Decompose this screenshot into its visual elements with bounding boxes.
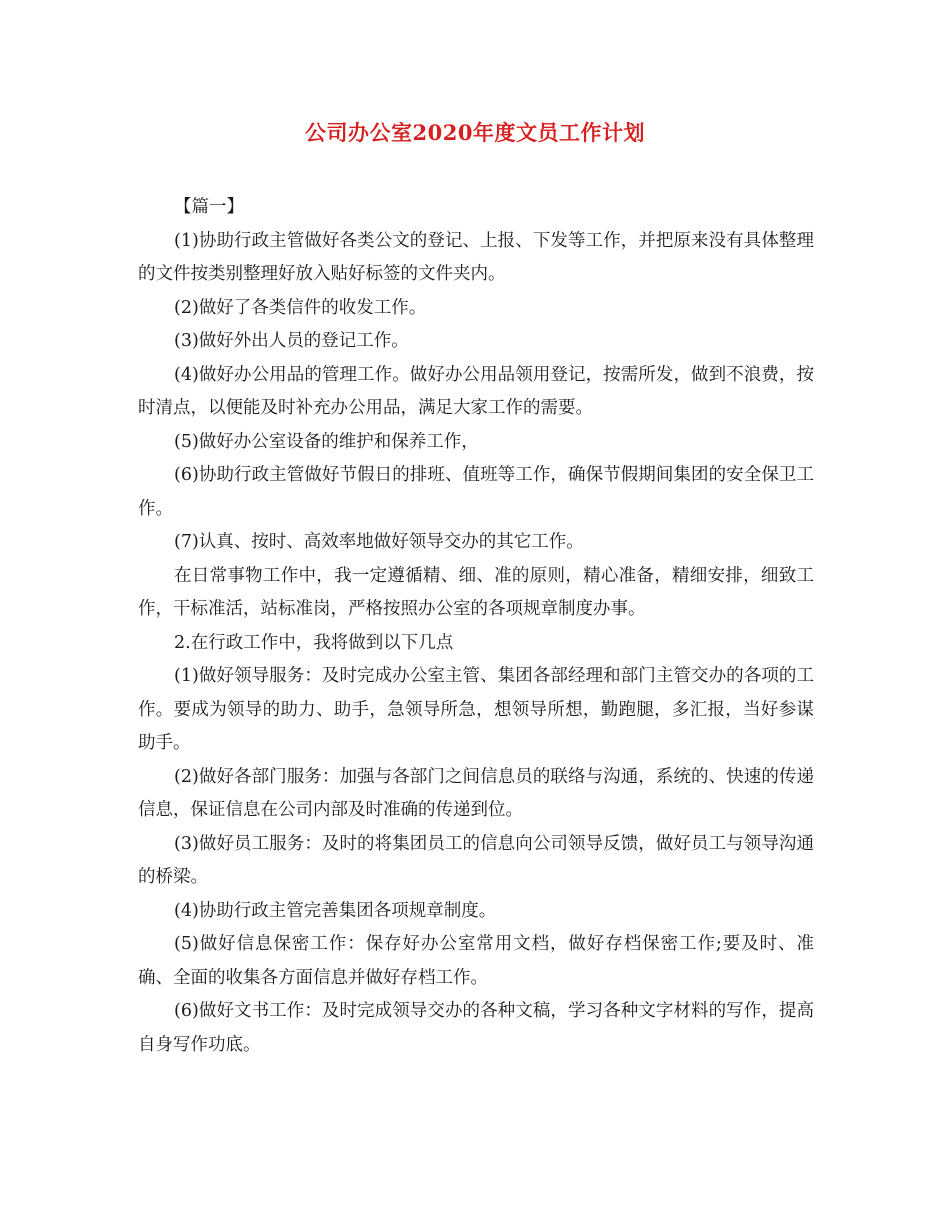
document-title: 公司办公室2020年度文员工作计划 (305, 120, 645, 145)
paragraph: (5)做好信息保密工作：保存好办公室常用文档，做好存档保密工作;要及时、准确、全面的收集各方面信息并做好存档工作。 (138, 934, 814, 988)
paragraph: (4)做好办公用品的管理工作。做好办公用品领用登记，按需所发，做到不浪费，按时清点，以便能及时补充办公用品，满足大家工作的需要。 (138, 364, 814, 418)
paragraph: 在日常事物工作中，我一定遵循精、细、准的原则，精心准备，精细安排，细致工作，干标准活，站标准岗，严格按照办公室的各项规章制度办事。 (138, 565, 814, 619)
paragraph: (6)协助行政主管做好节假日的排班、值班等工作，确保节假期间集团的安全保卫工作。 (138, 465, 814, 519)
paragraph: (1)协助行政主管做好各类公文的登记、上报、下发等工作，并把原来没有具体整理的文件按类别整理好放入贴好标签的文件夹内。 (138, 230, 814, 284)
document-body (138, 191, 814, 1062)
paragraph: (2)做好各部门服务：加强与各部门之间信息员的联络与沟通，系统的、快速的传递信息，保证信息在公司内部及时准确的传递到位。 (138, 766, 814, 820)
paragraph: (1)做好领导服务：及时完成办公室主管、集团各部经理和部门主管交办的各项的工作。要成为领导的助力、助手，急领导所急，想领导所想，勤跑腿，多汇报，当好参谋助手。 (138, 666, 814, 753)
paragraph: (4)协助行政主管完善集团各项规章制度。 (174, 900, 497, 921)
paragraph: (2)做好了各类信件的收发工作。 (174, 297, 427, 318)
paragraph: (7)认真、按时、高效率地做好领导交办的其它工作。 (174, 532, 584, 552)
paragraph: (5)做好办公室设备的维护和保养工作， (174, 431, 479, 452)
subsection-heading: 2.在行政工作中，我将做到以下几点 (174, 632, 454, 653)
paragraph: (3)做好员工服务：及时的将集团员工的信息向公司领导反馈，做好员工与领导沟通的桥梁。 (138, 833, 814, 887)
paragraph: (3)做好外出人员的登记工作。 (174, 331, 409, 351)
section-heading: 【篇一】 (174, 197, 244, 217)
paragraph: (6)做好文书工作：及时完成领导交办的各种文稿，学习各种文字材料的写作，提高自身写作功底。 (138, 1001, 814, 1055)
